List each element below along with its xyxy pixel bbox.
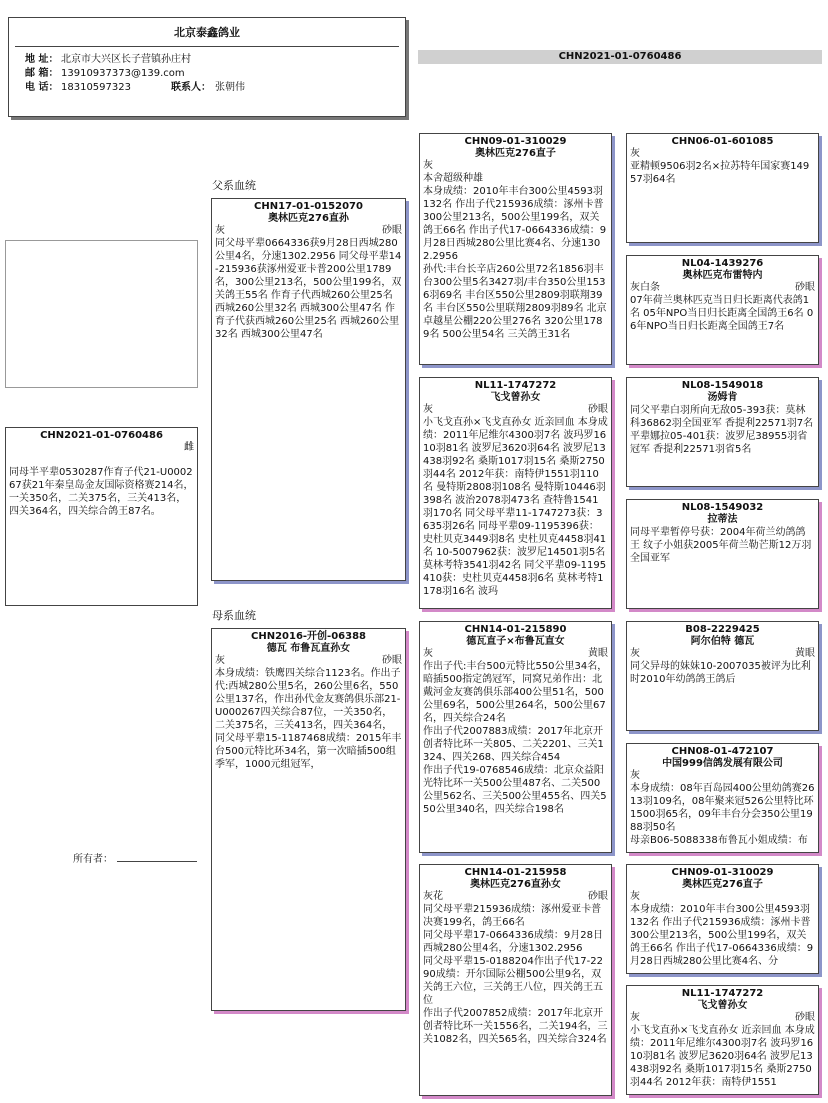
dam-line-label: 母系血统: [212, 609, 256, 622]
ddd-name: 飞戈曾孙女: [697, 1000, 748, 1011]
sss-color: 灰: [630, 148, 640, 159]
dsd-meta: [627, 770, 818, 782]
dam-sire-card[interactable]: [419, 621, 612, 853]
dds-name: 奥林匹克276直子: [682, 879, 763, 890]
ddd-eye: 砂眼: [795, 1012, 815, 1023]
dss-meta: [627, 648, 818, 660]
dss-name: 阿尔伯特 德瓦: [690, 636, 755, 647]
sds-ring: NL08-1549018: [681, 380, 764, 391]
sdd-ring: NL08-1549032: [681, 502, 764, 513]
ddd-desc: 小飞戈直孙×飞戈直孙女 近亲回血 本身成绩：2011年尼维尔4300羽7名 波玛罗1610羽81名 波罗尼3620羽64名 波罗尼13438羽92名 桑斯1017羽15名 桑斯2750羽44名 2012年获：南特伊1551: [630, 1025, 815, 1088]
photo-placeholder: [5, 240, 198, 388]
dds-card[interactable]: [626, 864, 819, 974]
subject-pedigree-card[interactable]: [5, 427, 198, 606]
owner-label: 所有者：: [73, 854, 113, 865]
divider: [15, 46, 399, 47]
sire-name: 奥林匹克276直孙: [268, 213, 349, 224]
dam-sire-name: 德瓦直子×布鲁瓦直女: [466, 636, 565, 647]
dam-dam-desc: 同父母平辈215936成绩：涿州爱亚卡普决赛199名，鸽王66名 同父母平辈17-0664336成绩：9月28日西城280公里4名，分速1302.2956 同父母平辈15-0188204作出子代17-2290成绩：开尔国际公棚500公里9名，双关鸽王六位，三关鸽王八位，四关鸽王五位 作出子代2007852成绩：2017年北京开创者特比环一关1556名，二关194名，三关1082名，四关565名，四关综合324名: [423, 904, 608, 1045]
owner-blank-line[interactable]: [117, 852, 197, 862]
dam-desc: 本身成绩：铁鹰四关综合1123名。作出子代:西城280公里5名，260公里6名，550公里137名，作出孙代金友赛鸽俱乐部21-U000267四关综合87位，一关350名，二关375名，三关413名，四关364名，同父母平辈15-1187468成绩：2015年丰台500元特比环34名，第一次暗插500组季军，1000元组冠军，: [215, 668, 402, 770]
subject-desc: 同母半平辈0530287作育子代21-U000267获21年秦皇岛金友国际资格赛214名，一关350名，二关375名，三关413名，四关364名，四关综合鸽王87名。: [9, 467, 194, 517]
sdd-card[interactable]: [626, 499, 819, 609]
dam-sire-color: 灰: [423, 648, 433, 659]
address-label: 地 址：: [25, 54, 59, 65]
dam-sire-ring: CHN14-01-215890: [464, 624, 567, 635]
dam-dam-card[interactable]: [419, 864, 612, 1096]
phone-label: 电 话：: [25, 82, 59, 93]
sire-eye: 砂眼: [382, 225, 402, 236]
address-value: 北京市大兴区长子营镇孙庄村: [61, 54, 191, 65]
dds-desc: 本身成绩：2010年丰台300公里4593羽132名 作出子代215936成绩：涿州卡普300公里213名，500公里199名，双关鸽王66名 作出子代17-0664336成绩：9月28日西城280公里比赛4名、分: [630, 904, 814, 967]
dss-ring: B08-2229425: [685, 624, 760, 635]
dam-meta: [212, 655, 405, 667]
dam-sire-desc: 作出子代:丰台500元特比550公里34名，暗插500指定鸽冠军，同窝兄弟作出：北戴河金友赛鸽俱乐部400公里51名，500公里69名，500公里264名，500公里67名，四关综合24名 作出子代2007883成绩：2017年北京开创者特比环一关805、二关2201、三关1324、四关268、四关综合454 作出子代19-0768546成绩：北京众益阳光特比环一关500公里487名、二关500公里562名、三关500公里455名、四关550公里340名，四关综合198名: [423, 661, 608, 815]
sire-dam-meta: [420, 404, 611, 416]
dam-sire-meta: [420, 648, 611, 660]
subject-ring: CHN2021-01-0760486: [40, 430, 163, 441]
sire-dam-desc: 小飞戈直孙×飞戈直孙女 近亲回血 本身成绩：2011年尼维尔4300羽7名 波玛罗1610羽81名 波罗尼3620羽64名 波罗尼13438羽92名 桑斯1017羽15名 桑斯2750羽44名 2012年获：南特伊1551羽110名 曼特斯2808羽108名 曼特斯10446羽398名 波治2078羽473名 查特鲁1541羽170名 同父母平辈11-1747273获：3635羽26名 同母平辈09-1195396获：史杜贝克3449羽8名 史杜贝克4458羽41名 10-5007962获：波罗尼14501羽5名 莫林考特3541羽42名 同父平辈09-1195410获：史杜贝克4458羽6名 莫林考特1178羽16名 波玛: [423, 417, 609, 597]
company-info-box: [8, 17, 406, 117]
phone-row: [9, 81, 405, 95]
ddd-meta: [627, 1012, 818, 1024]
sire-desc: 同父母平辈0664336获9月28日西城280公里4名，分速1302.2956 同父母平辈14-215936获涿州爱亚卡普200公里1789名，300公里213名，500公里199名，双关鸽王55名 作育子代西城260公里25名 西城260公里32名 西城300公里47名 作育子代获西城260公里25名 西城260公里32名 西城300公里47名: [215, 238, 402, 340]
ssd-color: 灰白条: [630, 282, 660, 293]
dam-sire-eye: 黄眼: [588, 648, 608, 659]
dam-dam-eye: 砂眼: [588, 891, 608, 902]
sire-dam-color: 灰: [423, 404, 433, 415]
dam-dam-ring: CHN14-01-215958: [464, 867, 567, 878]
sire-sire-desc: 本舍超级种雄 本身成绩：2010年丰台300公里4593羽132名 作出子代215936成绩：涿州卡普300公里213名，500公里199名，双关鸽王66名 作出子代17-0664336成绩：9月28日西城280公里比赛4名、分速1302.2956 孙代:丰台长辛店260公里72名1856羽丰台300公里5名3427羽/丰台350公里1536羽69名 丰台区550公里2809羽联翔39名 丰台区550公里联翔2809羽89名 北京卓越星公棚220公里276名 320公里1789名 500公里54名 三关鸽王31名: [423, 173, 607, 340]
ssd-card[interactable]: [626, 255, 819, 365]
email-row: [9, 67, 405, 81]
sire-dam-name: 飞戈曾孙女: [490, 392, 541, 403]
contact-value: 张朝伟: [215, 82, 245, 93]
dds-ring: CHN09-01-310029: [671, 867, 774, 878]
sire-sire-name: 奥林匹克276直子: [475, 148, 556, 159]
dam-ring: CHN2016-开创-06388: [251, 631, 366, 642]
ddd-card[interactable]: [626, 985, 819, 1095]
dss-eye: 黄眼: [795, 648, 815, 659]
sire-sire-ring: CHN09-01-310029: [464, 136, 567, 147]
sire-dam-card[interactable]: [419, 377, 612, 609]
ddd-color: 灰: [630, 1012, 640, 1023]
company-name: 北京泰鑫鸽业: [174, 26, 240, 39]
ssd-desc: 07年荷兰奥林匹克当日归长距离代表鸽1名 05年NPO当日归长距离全国鸽王6名 06年NPO当日归长距离全国鸽王7名: [630, 295, 814, 332]
sds-desc: 同父平辈白羽所向无敌05-393获：莫林科36862羽全国亚军 香提利22571羽7名 平辈娜拉05-401获：波罗尼38955羽省冠军 香提利22571羽省5名: [630, 405, 817, 455]
ssd-meta: [627, 282, 818, 294]
dam-dam-name: 奥林匹克276直孙女: [470, 879, 561, 890]
subject-sex: 雌: [184, 442, 194, 453]
sire-ring: CHN17-01-0152070: [254, 201, 363, 212]
sire-meta: [212, 225, 405, 237]
dds-color: 灰: [630, 891, 640, 902]
address-row: [9, 53, 405, 67]
ssd-name: 奥林匹克布雷特内: [682, 270, 763, 281]
sss-ring: CHN06-01-601085: [671, 136, 774, 147]
dds-meta: [627, 891, 818, 903]
dam-card[interactable]: [211, 628, 406, 1011]
sire-dam-eye: 砂眼: [588, 404, 608, 415]
ssd-eye: 砂眼: [795, 282, 815, 293]
sss-meta: [627, 148, 818, 160]
header-ring-bar: CHN2021-01-0760486: [418, 50, 822, 64]
sss-card[interactable]: [626, 133, 819, 243]
dam-eye: 砂眼: [382, 655, 402, 666]
sire-color: 灰: [215, 225, 225, 236]
email-label: 邮 箱：: [25, 68, 59, 79]
ssd-ring: NL04-1439276: [681, 258, 764, 269]
dsd-color: 灰: [630, 770, 640, 781]
sire-line-label: 父系血统: [212, 179, 256, 192]
dsd-name: 中国999信鸽发展有限公司: [662, 758, 783, 769]
sire-sire-card[interactable]: [419, 133, 612, 365]
sire-dam-ring: NL11-1747272: [474, 380, 557, 391]
dss-desc: 同父异母的妹妹10-2007035被评为比利时2010年幼鸽鸽王鸽后: [630, 661, 811, 685]
contact-label: 联系人：: [171, 82, 211, 93]
sdd-desc: 同母平辈暂停号获：2004年荷兰幼鸽鸽王 纹子小姐获2005年荷兰勒芒斯12万羽全国亚军: [630, 527, 812, 564]
dam-color: 灰: [215, 655, 225, 666]
dsd-ring: CHN08-01-472107: [671, 746, 774, 757]
dam-dam-meta: [420, 891, 611, 903]
dsd-desc: 本身成绩：08年百岛园400公里幼鸽赛2613羽109名，08年聚来冠526公里特比环1500羽65名，09年丰台分会350公里1988羽50名 母亲B06-5088338布鲁瓦小姐成绩：布: [630, 783, 815, 846]
sds-name: 汤姆肯: [707, 392, 738, 403]
sire-sire-meta: [420, 160, 611, 172]
sss-desc: 亚精顿9506羽2名×拉苏特年国家赛14957羽64名: [630, 161, 810, 185]
dam-name: 德瓦 布鲁瓦直孙女: [266, 643, 351, 654]
dss-card[interactable]: [626, 621, 819, 731]
dam-dam-color: 灰花: [423, 891, 443, 902]
dsd-card[interactable]: [626, 743, 819, 853]
sire-card[interactable]: [211, 198, 406, 581]
dss-color: 灰: [630, 648, 640, 659]
ddd-ring: NL11-1747272: [681, 988, 764, 999]
subject-meta: [6, 442, 197, 454]
sire-sire-color: 灰: [423, 160, 433, 171]
owner-row: [73, 850, 197, 865]
email-value[interactable]: 13910937373@139.com: [61, 68, 185, 79]
phone-value: 18310597323: [61, 82, 131, 93]
sdd-name: 拉蒂法: [707, 514, 738, 525]
sds-card[interactable]: [626, 377, 819, 487]
